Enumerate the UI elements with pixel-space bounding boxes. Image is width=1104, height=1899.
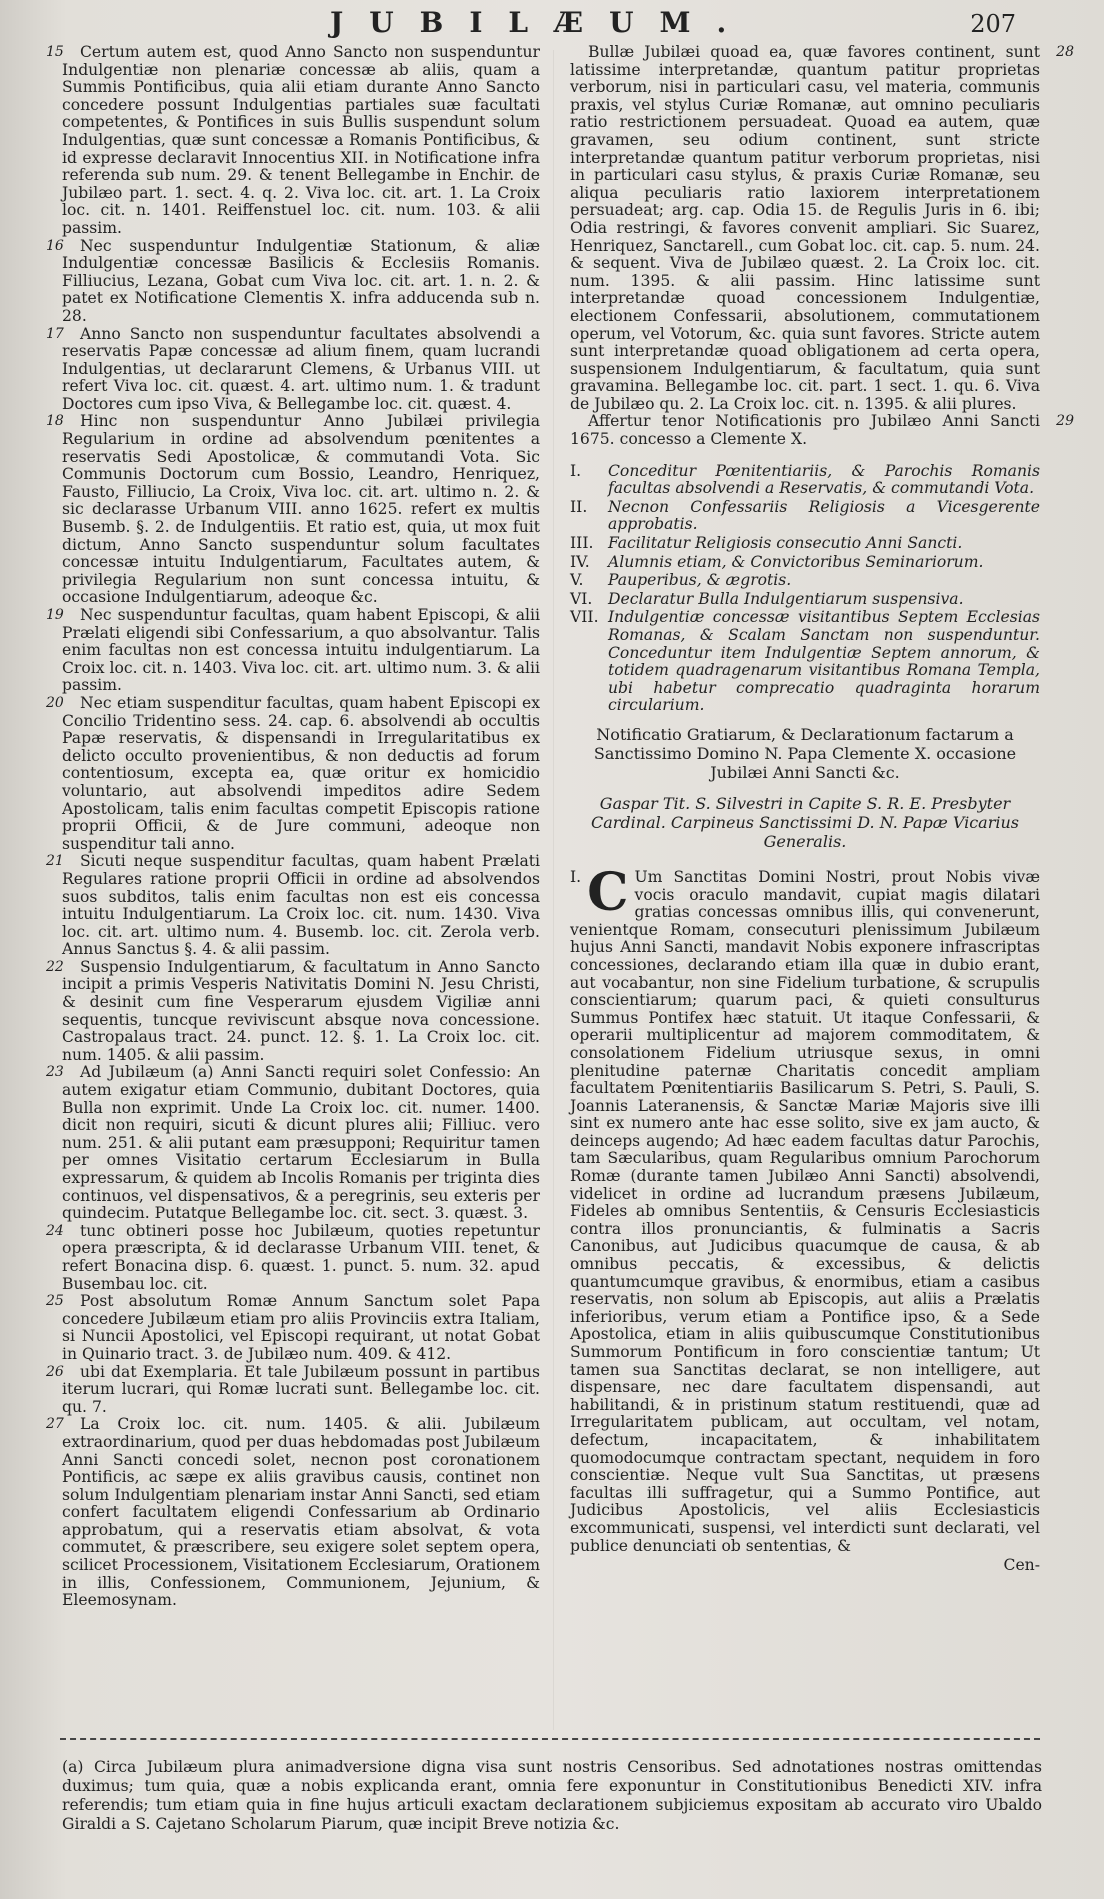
paragraph-text: Post absolutum Romæ Annum Sanctum solet Papa concedere Jubilæum etiam pro aliis Provinciis extra Italiam, si Nuncii Apostolici, vel Episcopi requirant, ut notat Gobat in Quinario tract. 3. de Jubilæo num. 409. & 412. (62, 1292, 540, 1363)
paragraph-18 (46, 412, 540, 607)
paragraph-28 (570, 43, 1074, 413)
margin-number: 24 (46, 1222, 64, 1239)
paragraph-24 (46, 1221, 540, 1293)
paragraph-25 (46, 1292, 540, 1363)
list-item (570, 535, 1040, 553)
list-number: V. (570, 571, 584, 590)
list-item (570, 609, 1040, 715)
list-text: Conceditur Pœnitentiariis, & Parochis Romanis facultas absolvendi a Reservatis, & commutandi Vota. (608, 461, 1040, 498)
drop-capital: C (587, 861, 629, 923)
cardinal-subheading: Gaspar Tit. S. Silvestri in Capite S. R. E. Presbyter Cardinal. Carpineus Sanctissimi D. N. Papæ Vicarius Generalis. (590, 793, 1019, 851)
list-text: Indulgentiæ concessæ visitantibus Septem Ecclesias Romanas, & Scalam Sanctam non suspenduntur. Conceduntur item Indulgentiæ Septem annorum, & totidem quadragenarum visitantibus Romana Templa, ubi habetur comprecatio quadraginta horarum circularium. (608, 608, 1040, 715)
left-column (46, 43, 541, 1610)
list-text: Necnon Confessariis Religiosis a Vicesgerente approbatis. (608, 497, 1040, 534)
list-text: Declaratur Bulla Indulgentiarum suspensiva. (608, 589, 964, 608)
paragraph-text: ubi dat Exemplaria. Et tale Jubilæum possunt in partibus iterum lucrari, qui Romæ lucrati sunt. Bellegambe loc. cit. qu. 7. (62, 1362, 540, 1416)
paragraph-20 (46, 693, 540, 853)
column-gutter (553, 50, 554, 1730)
paragraph-17 (46, 324, 540, 414)
paragraph-16 (46, 236, 540, 326)
list-number: II. (570, 497, 588, 516)
paragraph-23 (46, 1063, 540, 1223)
margin-number: 25 (46, 1293, 64, 1310)
list-text: Alumnis etiam, & Convictoribus Seminariorum. (608, 552, 984, 571)
paragraph-text: Anno Sancto non suspenduntur facultates absolvendi a reservatis Papæ concessæ ad alium finem, quam lucrandi Indulgentias, ut declararunt Clemens, & Urbanus VIII. ut refert Viva loc. cit. quæst. 4. art. ultimo num. 1. & tradunt Doctores cum ipso Viva, & Bellegambe loc. cit. quæst. 4. (62, 324, 540, 413)
margin-number: 28 (1056, 44, 1074, 60)
right-column (570, 43, 1074, 1575)
list-number: IV. (570, 552, 590, 571)
footnote: (a) Circa Jubilæum plura animadversione digna visa sunt nostris Censoribus. Sed adnotationes nostras omittendas duximus; tum quia, quæ a nobis explicanda erant, omnia fere exponuntur in Constitutionibus Benedicti XIV. infra referendis; tum etiam quia in fine hujus articuli exactam declarationem subjiciemus expositam ab accurato viro Ubaldo Giraldi a S. Cajetano Scholarum Piarum, quæ incipit Breve notizia &c. (62, 1758, 1042, 1833)
paragraph-text: La Croix loc. cit. num. 1405. & alii. Jubilæum extraordinarium, quod per duas hebdomadas post Jubilæum Anni Sancti concedi solet, necnon post coronationem Pontificis, ac sæpe ex aliis gravibus causis, continet non solum Indulgentiam plenariam instar Anni Sancti, sed etiam confert facultatem eligendi Confessarium ab Ordinario approbatum, qui a reservatis etiam absolvat, & vota commutet, & præscribere, seu exigere solet septem opera, scilicet Processionem, Visitationem Ecclesiarum, Orationem in illis, Confessionem, Communionem, Jejunium, & Eleemosynam. (62, 1415, 540, 1610)
margin-number: 29 (1056, 413, 1074, 430)
list-item (570, 499, 1040, 534)
paragraph-27 (46, 1415, 540, 1610)
footnote-rule (60, 1738, 1040, 1740)
paragraph-text: Sicuti neque suspenditur facultas, quam habent Prælati Regulares ratione proprii Officii in ordine ad absolvendos suos subditos, talis enim facultas non est eis concessa intuitu Indulgentiarum. La Croix loc. cit. num. 1430. Viva loc. cit. art. ultimo num. 4. Busemb. loc. cit. Zerola verb. Annus Sanctus §. 4. & alii passim. (62, 852, 540, 959)
list-text: Facilitatur Religiosis consecutio Anni Sancti. (608, 534, 963, 553)
list-item (570, 591, 1040, 609)
margin-number: 22 (46, 958, 64, 975)
list-text: Pauperibus, & ægrotis. (608, 571, 792, 590)
list-item (570, 463, 1040, 498)
paragraph-text: tunc obtineri posse hoc Jubilæum, quoties repetuntur opera præscripta, & id declarasse Urbanum VIII. tenet, & refert Bonacina disp. 6. quæst. 1. punct. 5. num. 32. apud Busembau loc. cit. (62, 1221, 540, 1293)
paragraph-text: Nec etiam suspenditur facultas, quam habent Episcopi ex Concilio Tridentino sess. 24. cap. 6. absolvendi ab occultis Papæ reservatis, & dispensandi in Irregularitatibus ex delicto occulto provenientibus, & non deductis ad forum contentiosum, excepta ea, quæ oritur ex homicidio voluntario, aut absolvendi impeditos adire Sedem Apostolicam, talis enim facultas competit Episcopis ratione proprii Officii, & de Jure communi, adeoque non suspenditur tali anno. (62, 693, 540, 853)
margin-number: 15 (46, 44, 64, 60)
margin-number: 26 (46, 1363, 64, 1380)
paragraph-text: Hinc non suspenduntur Anno Jubilæi privilegia Regularium in ordine ad absolvendum pœnitentes a reservatis Sedi Apostolicæ, & commutandi Vota. Sic Communis Doctorum cum Bossio, Leandro, Henriquez, Fausto, Filliucio, La Croix, Viva loc. cit. art. ultimo n. 2. & sic declarasse Urbanum VIII. anno 1625. refert ex multis Busemb. §. 2. de Indulgentiis. Et ratio est, quia, ut mox fuit dictum, Anno Sancto suspenduntur solum facultates concessæ intuitu Indulgentiarum, Facultates autem, & privilegia Regularium non sunt concessa intuitu, & occasione Indulgentiarum, adeoque &c. (62, 412, 540, 607)
paragraph-26 (46, 1362, 540, 1417)
paragraph-text: Suspensio Indulgentiarum, & facultatum in Anno Sancto incipit a primis Vesperis Nativitatis Domini N. Jesu Christi, & desinit cum fine Vesperarum ejusdem Vigiliæ anni sequentis, tuncque reviviscunt absque nova concessione. Castropalaus tract. 24. punct. 12. §. 1. La Croix loc. cit. num. 1405. & alii passim. (62, 957, 540, 1064)
margin-number: 21 (46, 853, 64, 870)
paragraph-22 (46, 957, 540, 1065)
summary-list (570, 463, 1040, 715)
paragraph-15 (46, 43, 540, 238)
list-item (570, 554, 1040, 572)
running-title: JUBILÆUM. (330, 6, 753, 39)
paragraph-29 (570, 412, 1074, 449)
list-number: VI. (570, 589, 593, 608)
catchword: Cen- (1003, 1556, 1040, 1575)
margin-number: 27 (46, 1416, 64, 1433)
margin-number: 16 (46, 237, 64, 254)
paragraph-19 (46, 606, 541, 695)
page-number: 207 (970, 10, 1016, 38)
margin-number: 18 (46, 413, 64, 430)
paragraph-text: Ad Jubilæum (a) Anni Sancti requiri solet Confessio: An autem exigatur etiam Communio, dubitant Doctores, quia Bulla non exprimit. Unde La Croix loc. cit. numer. 1400. dicit non requiri, sicuti & dicunt plures alii; Filliuc. vero num. 251. & alii putant eam præsupponi; Requiritur tamen per omnes Visitatio certarum Ecclesiarum in Bulla expressarum, & quidem ab Incolis Romanis per triginta dies continuos, vel dispensativos, & a peregrinis, seu exteris per quindecim. Putatque Bellegambe loc. cit. sect. 3. quæst. 3. (62, 1063, 540, 1223)
notification-heading: Notificatio Gratiarum, & Declarationum factarum a Sanctissimo Domino N. Papa Clemente X. occasione Jubilæi Anni Sancti &c. (593, 724, 1017, 782)
list-item (570, 572, 1040, 590)
margin-number: 17 (46, 325, 64, 342)
page-header (0, 6, 1104, 40)
list-number: I. (570, 461, 582, 480)
paragraph-text: Certum autem est, quod Anno Sancto non suspenduntur Indulgentiæ non plenariæ concessæ ab aliis, quam a Summis Pontificibus, quia alii etiam durante Anno Sancto concedere possunt Indulgentias partiales suæ facultati competentes, & Pontifices in suis Bullis suspendunt solum Indulgentias, quæ sunt concessæ a Romanis Pontificibus, & id expresse declaravit Innocentius XII. in Notificatione infra referenda sub num. 29. & tenent Bellegambe in Enchir. de Jubilæo part. 1. sect. 4. q. 2. Viva loc. cit. art. 1. La Croix loc. cit. n. 1401. Reiffenstuel loc. cit. num. 103. & alii passim. (62, 43, 540, 237)
margin-number: 23 (46, 1064, 64, 1081)
paragraph-text: Nec suspenduntur facultas, quam habent Episcopi, & alii Prælati eligendi sibi Confessarium, a quo absolvantur. Talis enim facultas non est concessa intuitu indulgentiarum. La Croix loc. cit. n. 1403. Viva loc. cit. art. ultimo num. 3. & alii passim. (62, 606, 541, 695)
list-number: VII. (570, 608, 599, 627)
list-number: III. (570, 534, 594, 553)
notification-body (570, 861, 1040, 1555)
paragraph-text: Nec suspenduntur Indulgentiæ Stationum, & aliæ Indulgentiæ concessæ Basilicis & Ecclesiis Romanis. Filliucius, Lezana, Gobat cum Viva loc. cit. art. 1. n. 2. & patet ex Notificatione Clementis X. infra adducenda sub n. 28. (62, 236, 540, 325)
notification-body-text: Um Sanctitas Domini Nostri, prout Nobis vivæ vocis oraculo mandavit, cupiat magis dilatari gratias concessas omnibus illis, qui convenerunt, venientque Romam, consecuturi plenissimum Jubilæum hujus Anni Sancti, mandavit Nobis exponere infrascriptas concessiones, declarando etiam illa quæ in dubio erant, aut vocabantur, non sine Fidelium turbatione, & scrupulis conscientiarum; quarum paci, & quieti consulturus Summus Pontifex hæc statuit. Ut itaque Confessarii, & operarii multiplicentur ad majorem commoditatem, & consolationem Fidelium utriusque sexus, in omni plenitudine paternæ Charitatis concedit ampliam facultatem Pœnitentiariis Basilicarum S. Petri, S. Pauli, S. Joannis Lateranensis, & Sanctæ Mariæ Majoris sive illi sint ex numero ante hac esse solito, sive ex jam aucto, & deinceps augendo; Ad hæc eadem facultas datur Parochis, tam Sæcularibus, quam Regularibus omnium Parochorum Romæ (durante tamen Jubilæo Anni Sancti) absolvendi, videlicet in ordine ad lucrandum præsens Jubilæum, Fideles ab omnibus Sententiis, & Censuris Ecclesiasticis contra illos pronunciantis, & fulminatis a Sacris Canonibus, aut Judicibus quacumque de causa, & ab omnibus peccatis, & excessibus, & delictis quantumcumque gravibus, & enormibus, etiam a casibus reservatis, non solum ab Episcopis, aut aliis a Prælatis inferioribus, verum etiam a Pontifice ipso, & a Sede Apostolica, etiam in aliis quibuscumque Constitutionibus Summorum Pontificum in foro conscientiæ tantum; Ut tamen sua Sanctitas declarat, se non intelligere, aut dispensare, nec dare facultatem dispensandi, aut habilitandi, & in pristinum statum restituendi, quæ ad Irregularitatem publicam, aut occultam, vel notam, defectum, incapacitatem, & inhabilitatem quomodocumque contractam spectant, nequidem in foro conscientiæ. Neque vult Sua Sanctitas, ut præsens facultas illi suffragetur, qui a Summo Pontifice, aut Judicibus Apostolicis, vel aliis Ecclesiasticis excommunicati, suspensi, vel interdicti sunt declarati, vel publice denunciati ob sententias, & (570, 867, 1040, 1555)
paragraph-text: Affertur tenor Notificationis pro Jubilæo Anni Sancti 1675. concesso a Clemente X. (570, 412, 1040, 449)
margin-number: 19 (46, 607, 64, 623)
paragraph-text: Bullæ Jubilæi quoad ea, quæ favores continent, sunt latissime interpretandæ, quantum patitur proprietas verborum, nisi in particulari casu, vel materia, communis praxis, vel stylus Curiæ Romanæ, aut omnino peculiaris ratio restrictionem persuadeat. Quoad ea autem, quæ gravamen, seu odium continent, sunt stricte interpretandæ quantum patitur verborum proprietas, nisi in particulari casu stylus, & praxis Curiæ Romanæ, seu aliqua peculiaris ratio laxiorem interpretationem persuadeat; arg. cap. Odia 15. de Regulis Juris in 6. ibi; Odia restringi, & favores convenit ampliari. Sic Suarez, Henriquez, Sanctarell., cum Gobat loc. cit. cap. 5. num. 24. & sequent. Viva de Jubilæo quæst. 2. La Croix loc. cit. num. 1395. & alii passim. Hinc latissime sunt interpretandæ quoad concessionem Indulgentiæ, electionem Confessarii, absolutionem, commutationem operum, vel Votorum, &c. quia sunt favores. Stricte autem sunt interpretandæ quoad obligationem ad certa opera, suspensionem Indulgentiarum, & facultatum, quia sunt gravamina. Bellegambe loc. cit. part. 1 sect. 1. qu. 6. Viva de Jubilæo qu. 2. La Croix loc. cit. n. 1395. & alii plures. (570, 43, 1040, 413)
margin-number: 20 (46, 694, 64, 711)
section-number: I. (570, 867, 582, 886)
paragraph-21 (46, 852, 540, 959)
